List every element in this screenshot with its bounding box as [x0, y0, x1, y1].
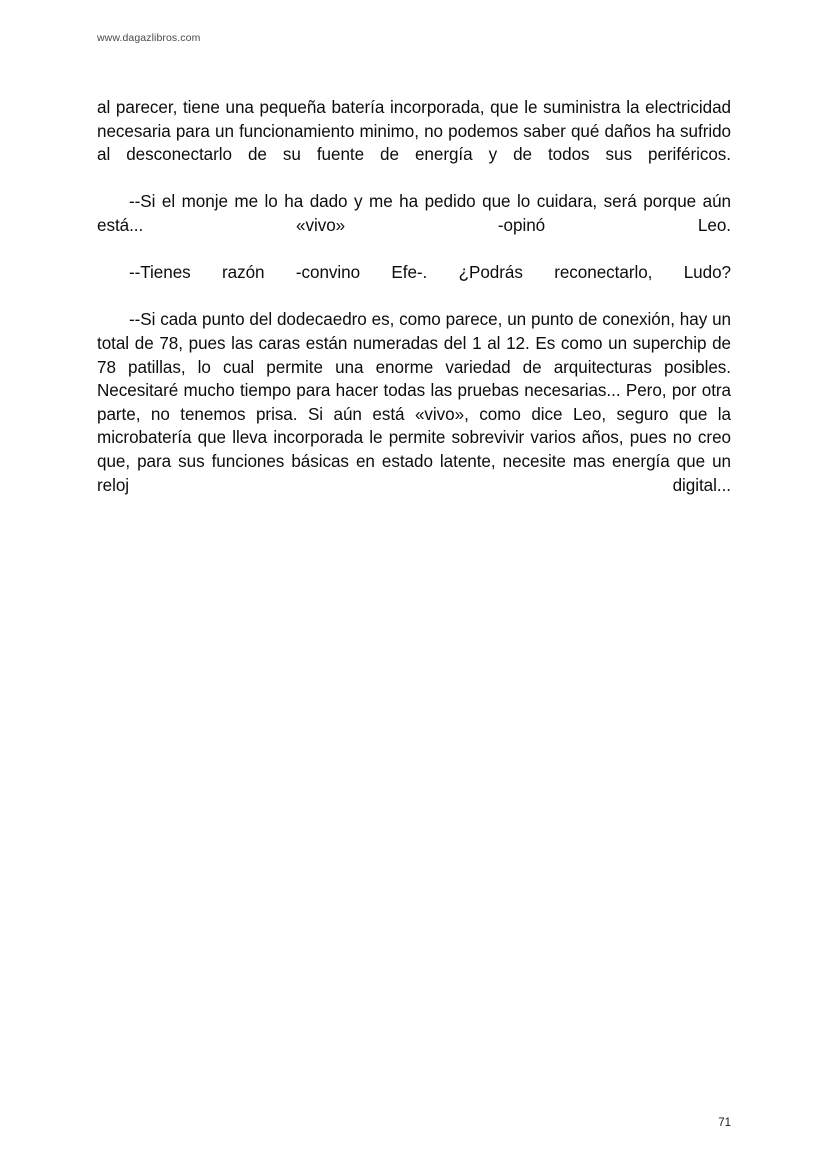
paragraph: --Si el monje me lo ha dado y me ha pedido que lo cuidara, será porque aún está... «vivo» -opinó Leo. — [97, 192, 731, 235]
paragraph: al parecer, tiene una pequeña batería incorporada, que le suministra la electricidad necesaria para un funcionamiento minimo, no podemos saber qué daños ha sufrido al desconectarlo de su fuente de energía y de todos sus periféricos. — [97, 98, 731, 165]
page-number: 71 — [718, 1117, 731, 1129]
site-url-header: www.dagazlibros.com — [97, 32, 201, 44]
paragraph: --Tienes razón -convino Efe-. ¿Podrás reconectarlo, Ludo? — [129, 263, 731, 283]
paragraph: --Si cada punto del dodecaedro es, como parece, un punto de conexión, hay un total de 78, pues las caras están numeradas del 1 al 12. Es como un superchip de 78 patillas, lo cual permite una enorme variedad de arquitecturas posibles. Necesitaré mucho tiempo para hacer todas las pruebas necesarias... Pero, por otra parte, no tenemos prisa. Si aún está «vivo», como dice Leo, seguro que la microbatería que lleva incorporada le permite sobrevivir varios años, pues no creo que, para sus funciones básicas en estado latente, necesite mas energía que un reloj digital... — [97, 310, 731, 495]
body-text-column — [97, 96, 731, 521]
